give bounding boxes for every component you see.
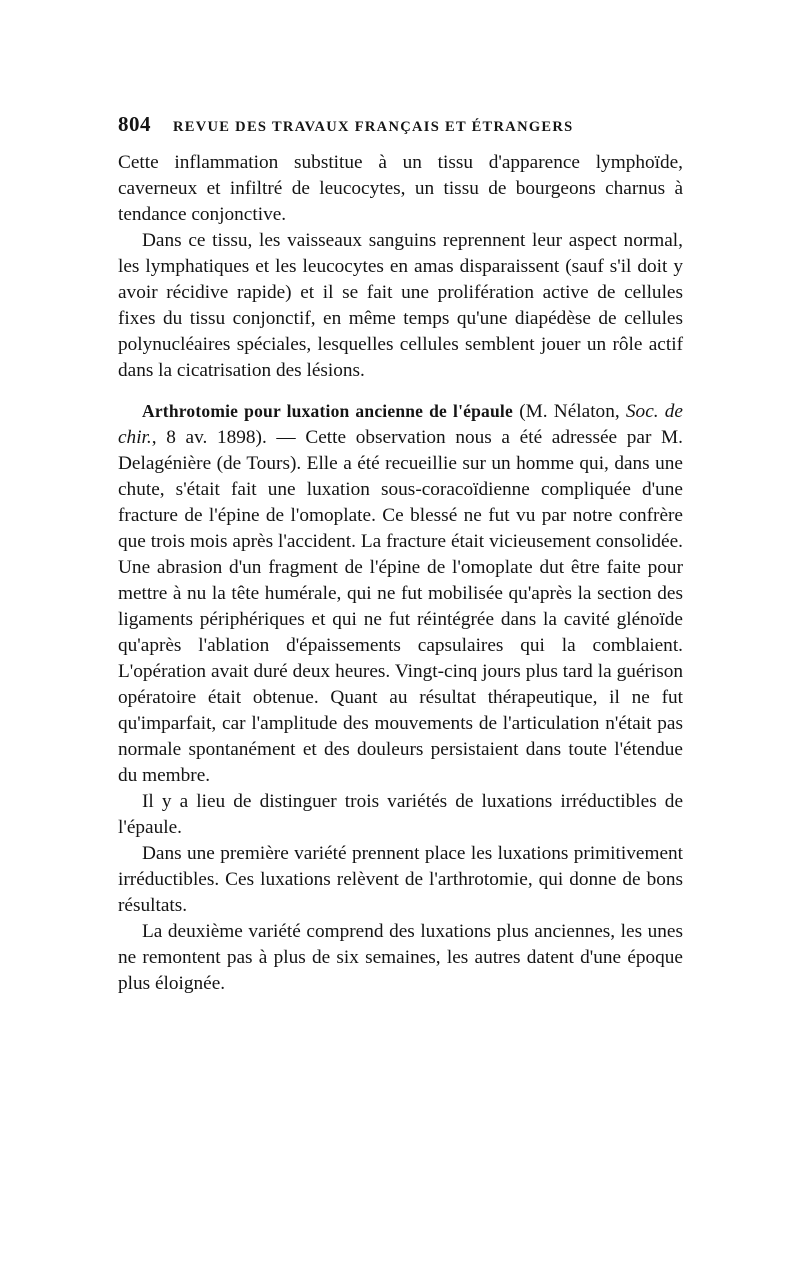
article-text: Cette observation nous a été adressée par M. Delagénière (de Tours). Elle a été recueillie sur un homme qui, dans une chute, s'était fait une luxation sous-coracoïdienne compliquée d'une fracture de l'épine de l'omoplate. Ce blessé ne fut vu par notre confrère que trois mois après l'accident. La fracture était vicieusement consolidée. Une abrasion d'un fragment de l'épine de l'omoplate dut être faite pour mettre à nu la tête humérale, qui ne fut mobilisée qu'après la section des ligaments périphériques et qui ne fut réintégrée dans la cavité glénoïde qu'après l'ablation d'épaissements capsulaires qui la comblaient. L'opération avait duré deux heures. Vingt-cinq jours plus tard la guérison opératoire était obtenue. Quant au résultat thérapeutique, il ne fut qu'imparfait, car l'amplitude des mouvements de l'articulation n'était pas normale spontanément et des douleurs persistaient dans toute l'étendue du membre. [118,427,683,786]
article-author: (M. Nélaton, [519,401,620,422]
article-paragraph [118,398,683,789]
paragraph-second-variety: La deuxième variété comprend des luxations plus anciennes, les unes ne remontent pas à plus de six semaines, les autres datent d'une époque plus éloignée. [118,921,683,994]
paragraph-inflammation: Cette inflammation substitue à un tissu d'apparence lymphoïde, caverneux et infiltré de leucocytes, un tissu de bourgeons charnus à tendance conjonctive. [118,152,683,225]
paragraph-varieties: Il y a lieu de distinguer trois variétés de luxations irréductibles de l'épaule. [118,791,683,838]
article-title: Arthrotomie pour luxation ancienne de l'épaule [142,401,513,421]
running-head: REVUE DES TRAVAUX FRANÇAIS ET ÉTRANGERS [173,119,574,135]
article-source: Soc. de chir. [118,401,683,448]
page-header [118,112,683,142]
paragraph-first-variety: Dans une première variété prennent place les luxations primitivement irréductibles. Ces luxations relèvent de l'arthrotomie, qui donne de bons résultats. [118,843,683,916]
article-date: , 8 av. 1898). — [151,427,306,448]
body-text [118,150,683,997]
paragraph-tissue: Dans ce tissu, les vaisseaux sanguins reprennent leur aspect normal, les lymphatiques et les leucocytes en amas disparaissent (sauf s'il doit y avoir récidive rapide) et il se fait une prolifération active de cellules fixes du tissu conjonctif, en même temps qu'une diapédèse de cellules polynucléaires spéciales, lesquelles cellules semblent jouer un rôle actif dans la cicatrisation des lésions. [118,230,683,381]
page-number: 804 [118,112,151,136]
